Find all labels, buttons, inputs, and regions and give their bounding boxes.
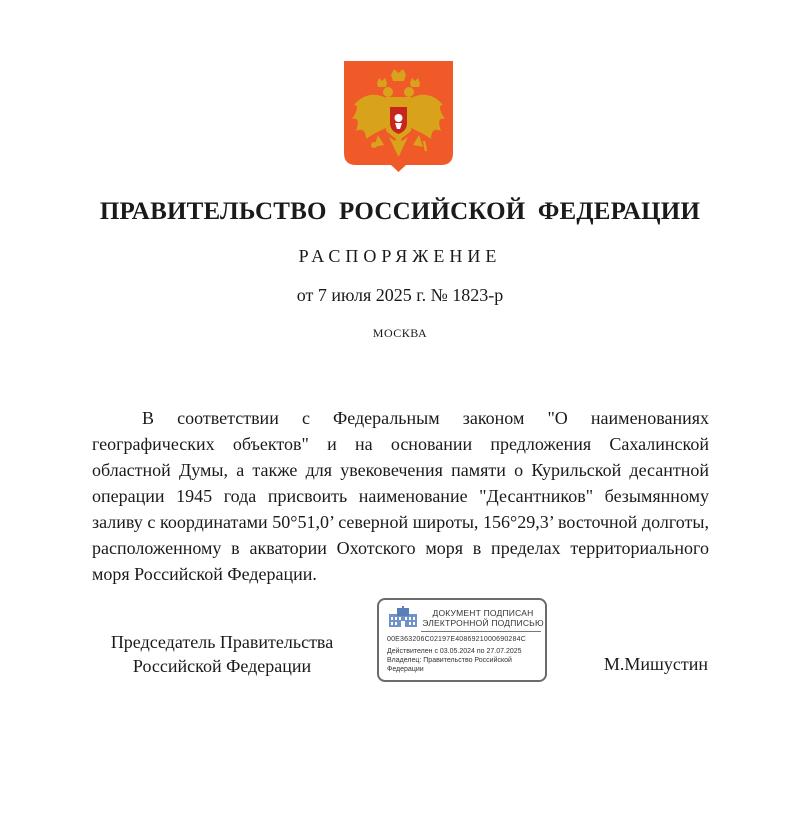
stamp-validity: Действителен с 03.05.2024 по 27.07.2025 [387,648,522,655]
coat-of-arms-icon [344,61,453,172]
stamp-divider [421,631,541,632]
signatory-position: Председатель Правительства Российской Федерации [110,632,334,676]
government-building-icon [387,606,419,628]
stamp-certificate-number: 00E363206C02197E4086921000690284C [387,636,526,643]
order-body-text: В соответствии с Федеральным законом "О наименованиях географических объектов" и на основании предложения Сахалинской областной Думы, а также для увековечения памяти о Курильской десантной операции 1945 года присвоить наименование "Десантников" безымянному заливу с координатами 50°51,0’ северной широты, 156°29,3’ восточной долготы, расположенному в акватории Охотского моря в пределах территориального моря Российской Федерации. [92,408,709,584]
document-type: РАСПОРЯЖЕНИЕ [298,246,502,266]
document-city: МОСКВА [372,326,428,340]
signatory-name: М.Мишустин [603,654,708,674]
stamp-heading: ДОКУМЕНТ ПОДПИСАН ЭЛЕКТРОННОЙ ПОДПИСЬЮ [422,608,544,628]
government-title: ПРАВИТЕЛЬСТВО РОССИЙСКОЙ ФЕДЕРАЦИИ [99,198,701,225]
document-date-number: от 7 июля 2025 г. № 1823-р [296,285,504,305]
stamp-owner: Владелец: Правительство Российской Федерации [387,657,512,673]
electronic-signature-stamp [377,598,547,682]
